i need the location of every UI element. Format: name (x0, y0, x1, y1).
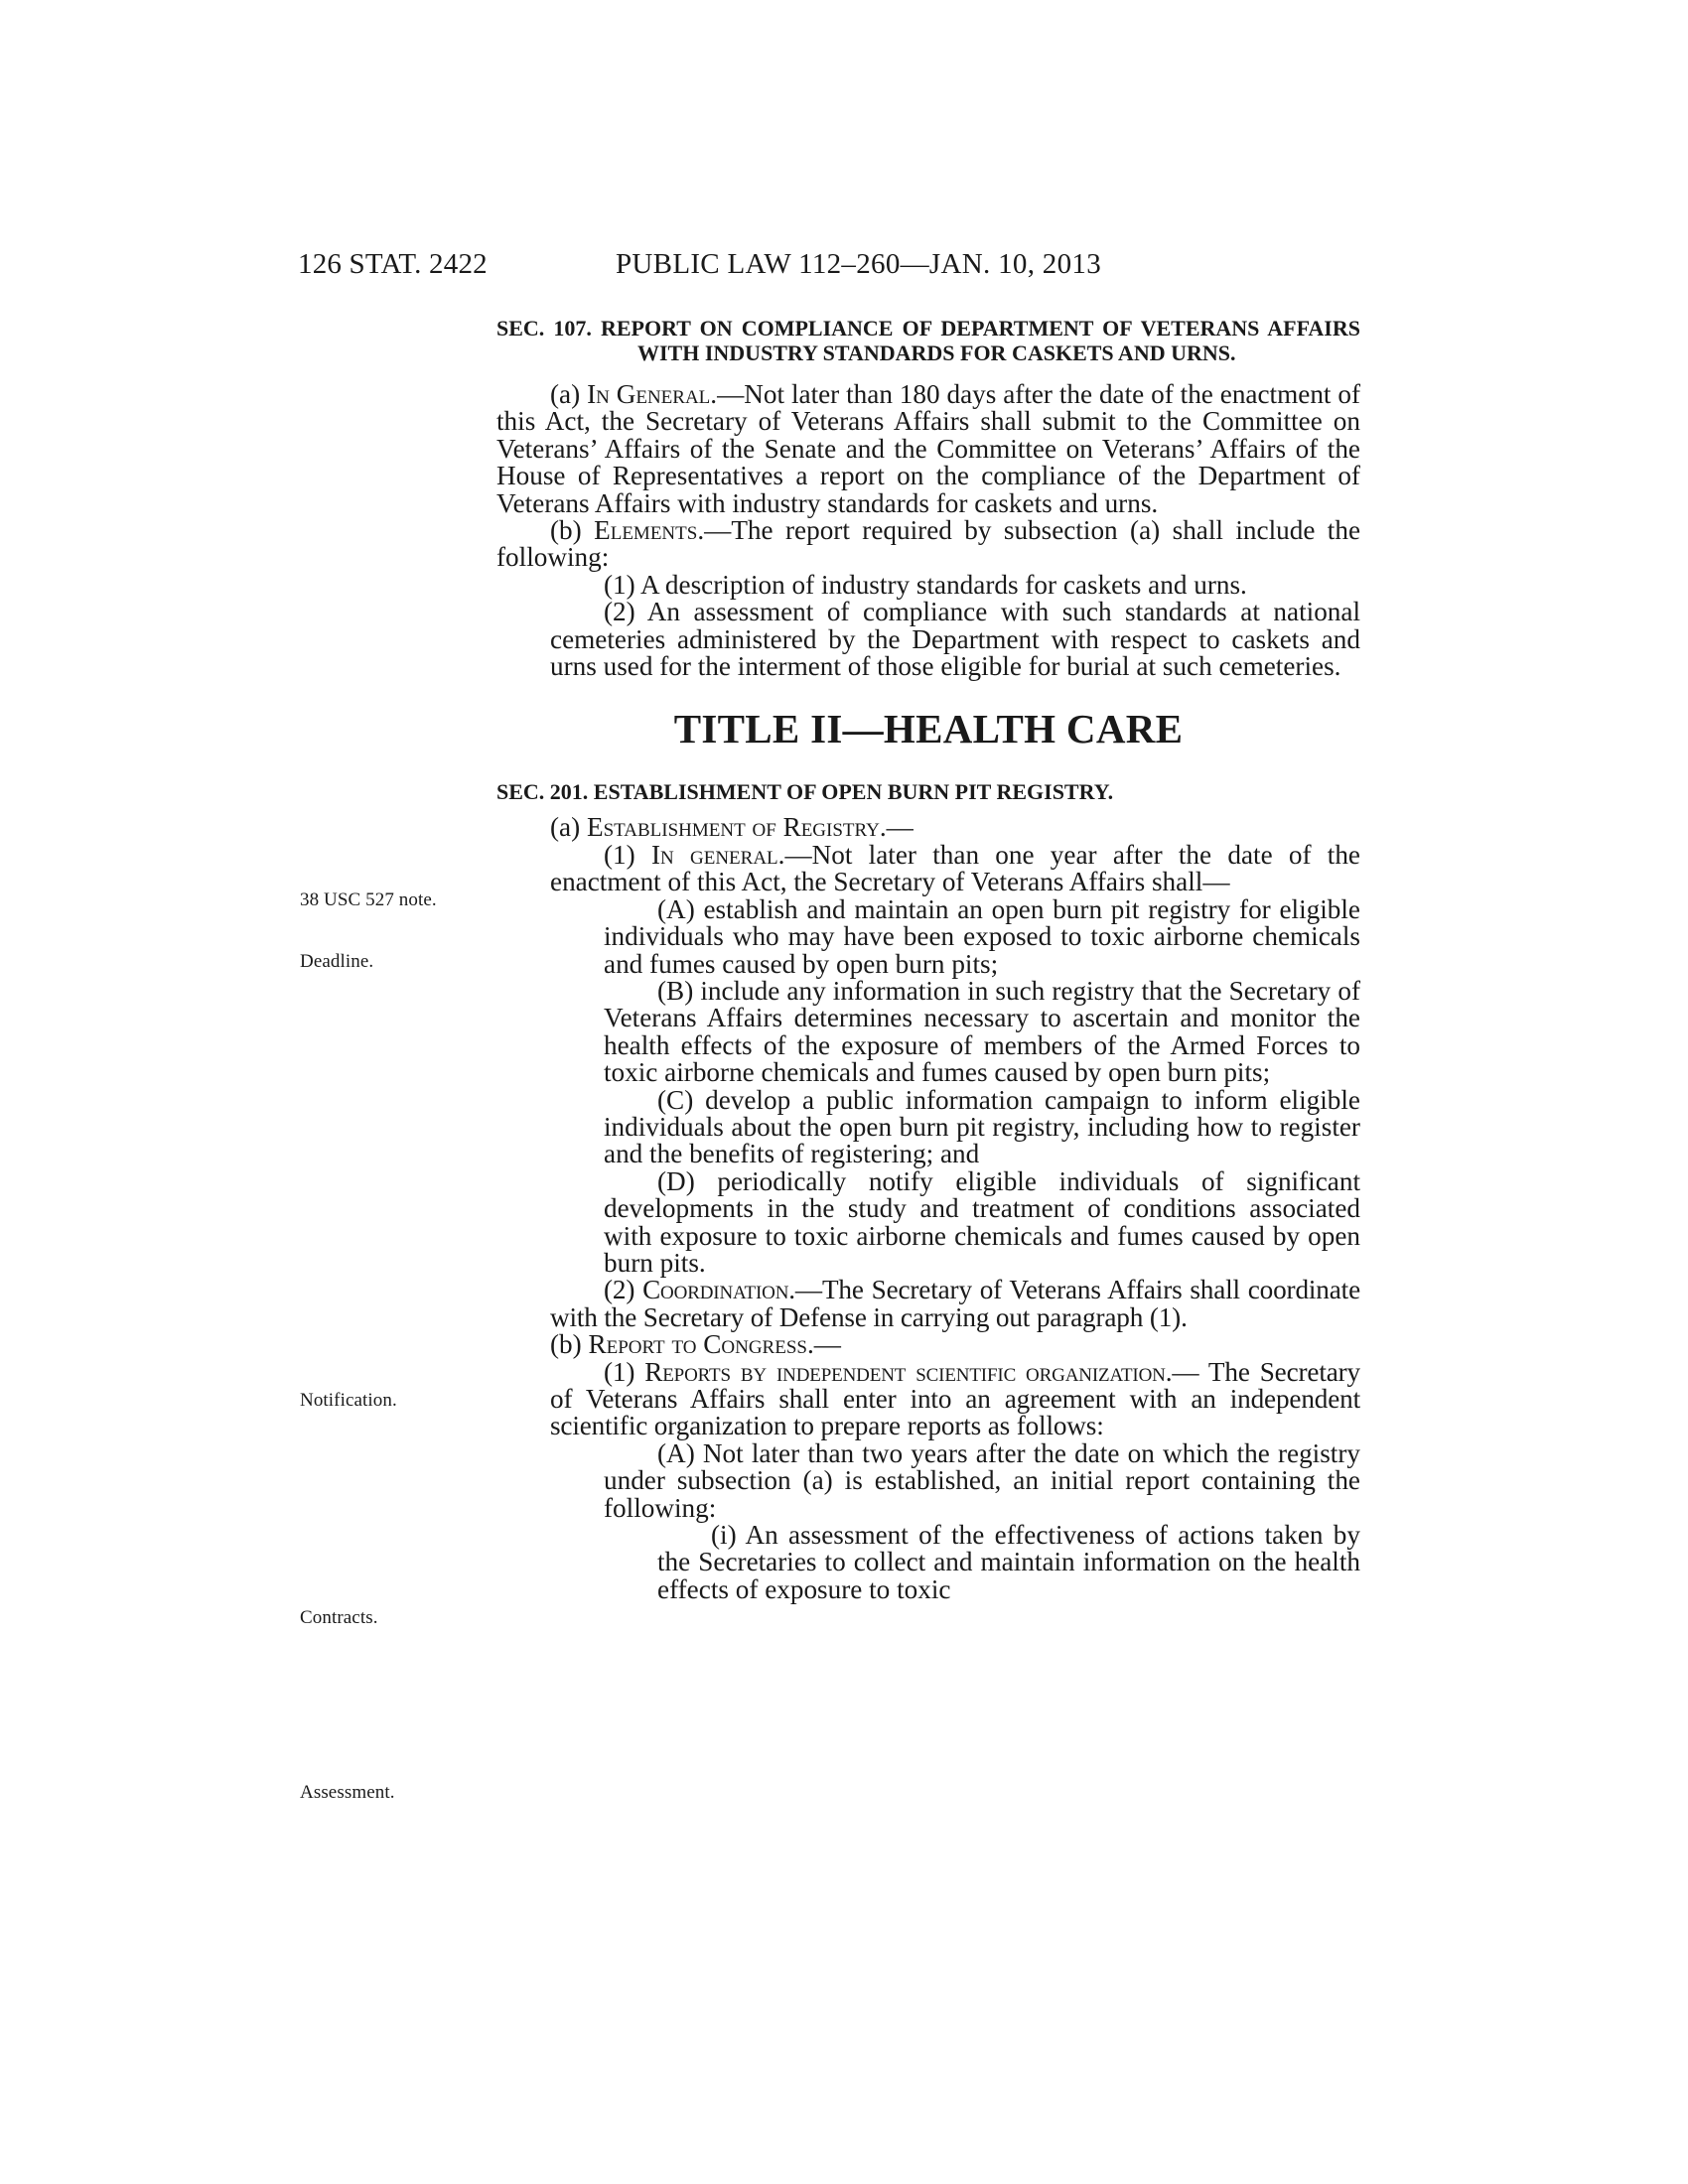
section-107-paragraph-1: (1) A description of industry standards for caskets and urns. (604, 569, 1247, 600)
margin-note-usc: 38 USC 527 note. (300, 889, 437, 910)
paragraph-b1-caption: Reports by independent scientific organization (644, 1356, 1166, 1387)
section-201-subparagraph-B: (B) include any information in such registry that the Secretary of Veterans Affairs determines necessary to ascertain and monitor the health effects of the exposure of members of the Armed Forces to toxic airborne chemicals and fumes caused by open burn pits; (604, 975, 1360, 1088)
section-107-subsection-b (496, 517, 1360, 572)
subsection-a-text: .—Not later than 180 days after the date of the enactment of this Act, the Secretary of Veterans Affairs shall submit to the Committee on Veterans’ Affairs of the Senate and the Committee on Veterans’ Affairs of the House of Representatives a report on the compliance of the Department of Veterans Affairs with industry standards for caskets and urns. (496, 379, 1360, 518)
subsection-a-label: (a) (550, 812, 587, 843)
public-law-title: PUBLIC LAW 112–260—JAN. 10, 2013 (616, 248, 1102, 280)
margin-note-deadline: Deadline. (300, 951, 374, 972)
subsection-a-caption: Establishment of Registry (586, 812, 880, 843)
section-201-subparagraph-A: (A) establish and maintain an open burn pit registry for eligible individuals who may have been exposed to toxic airborne chemicals and fumes caused by open burn pits; (604, 893, 1360, 979)
margin-note-contracts: Contracts. (300, 1607, 378, 1628)
paragraph-a1-text: .—Not later than one year after the date of the enactment of this Act, the Secretary of Veterans Affairs shall— (550, 839, 1361, 897)
section-201-subsection-a (496, 814, 1360, 841)
stat-page-number: 126 STAT. 2422 (298, 248, 488, 280)
section-201-heading: SEC. 201. ESTABLISHMENT OF OPEN BURN PIT REGISTRY. (496, 779, 1114, 805)
subsection-b-label: (b) (550, 1329, 589, 1360)
statute-body (496, 316, 1360, 1603)
subsection-b-label: (b) (550, 515, 595, 546)
paragraph-b1-label: (1) (604, 1356, 645, 1387)
section-201-paragraph-a1 (550, 839, 1361, 897)
title-ii-heading: TITLE II—HEALTH CARE (673, 706, 1184, 752)
running-head (298, 248, 1390, 288)
section-201-subsection-b (496, 1331, 1360, 1358)
section-107-heading: SEC. 107. REPORT ON COMPLIANCE OF DEPARTMENT OF VETERANS AFFAIRS WITH INDUSTRY STANDARDS FOR CASKETS AND URNS. (496, 316, 1360, 365)
paragraph-a1-caption: In general (650, 839, 778, 870)
subsection-a-label: (a) (550, 379, 588, 409)
subsection-a-caption: In General (587, 379, 711, 409)
section-201-paragraph-b1 (550, 1356, 1360, 1441)
section-201-subparagraph-D: (D) periodically notify eligible individuals of significant developments in the study and treatment of conditions associated with exposure to toxic airborne chemicals and fumes caused by open burn pits. (604, 1165, 1360, 1278)
section-107-subsection-a (496, 381, 1360, 517)
margin-note-notification: Notification. (300, 1390, 397, 1411)
section-201-clause-i: (i) An assessment of the effectiveness of actions taken by the Secretaries to collect and maintain information on the health effects of exposure to toxic (657, 1520, 1360, 1604)
paragraph-a1-label: (1) (604, 839, 651, 870)
subsection-a-dash: .— (879, 812, 914, 843)
paragraph-b1-text: .— The Secretary of Veterans Affairs shall enter into an agreement with an independent scientific organization to prepare reports as follows: (550, 1356, 1360, 1441)
subsection-b-caption: Report to Congress (588, 1329, 807, 1360)
paragraph-a2-label: (2) (604, 1275, 643, 1305)
paragraph-a2-caption: Coordination (642, 1275, 789, 1305)
subsection-b-dash: .— (806, 1329, 841, 1360)
section-201-subparagraph-C: (C) develop a public information campaign to inform eligible individuals about the open burn pit registry, including how to register and the benefits of registering; and (604, 1084, 1360, 1169)
paragraph-a2-text: .—The Secretary of Veterans Affairs shall coordinate with the Secretary of Defense in carrying out paragraph (1). (550, 1275, 1360, 1332)
margin-note-assessment: Assessment. (300, 1782, 395, 1803)
section-107-paragraph-2: (2) An assessment of compliance with such standards at national cemeteries administered by the Department with respect to caskets and urns used for the interment of those eligible for burial at such cemeteries. (550, 597, 1360, 682)
section-201-subparagraph-bA: (A) Not later than two years after the date on which the registry under subsection (a) is established, an initial report containing the following: (604, 1437, 1360, 1523)
section-201-paragraph-a2 (550, 1277, 1360, 1331)
subsection-b-text: .—The report required by subsection (a) shall include the following: (496, 515, 1361, 573)
subsection-b-caption: Elements (594, 515, 698, 546)
